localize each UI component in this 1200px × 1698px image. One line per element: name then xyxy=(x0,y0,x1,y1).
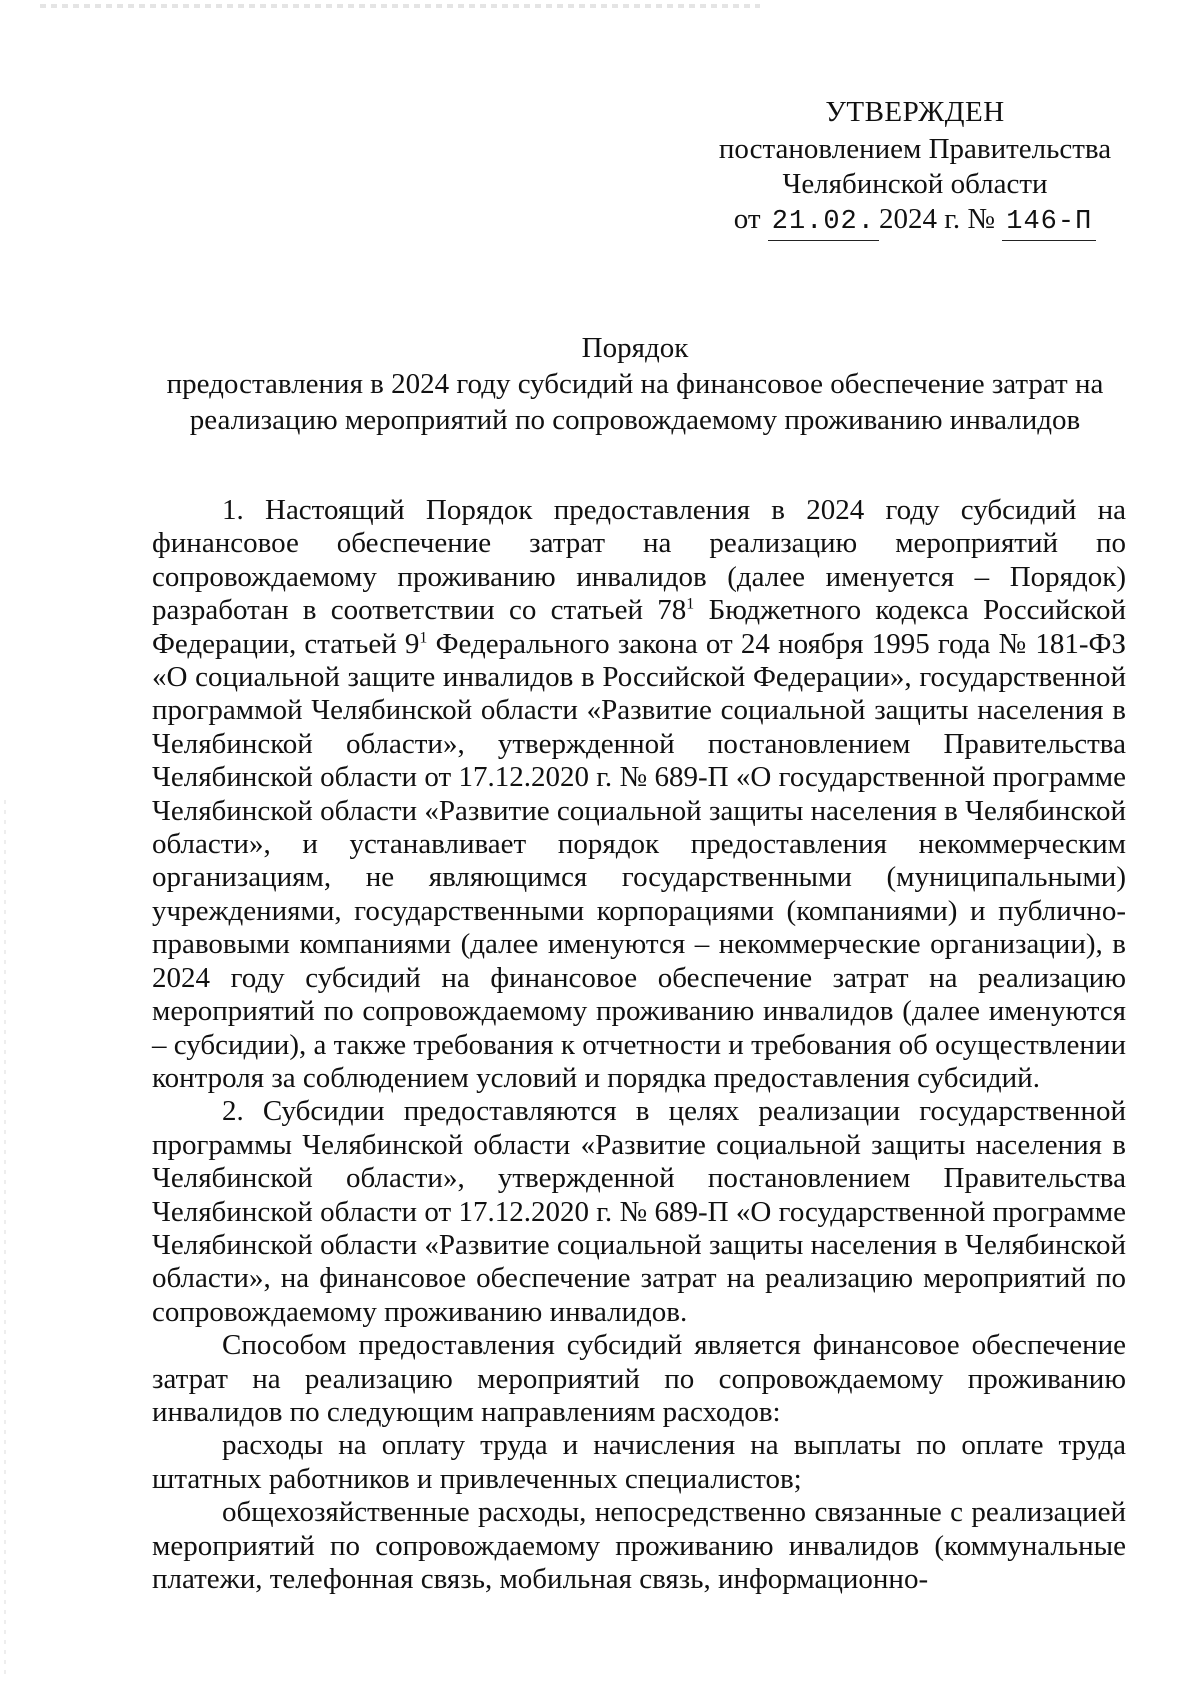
document-title xyxy=(150,330,1120,438)
approval-number-handwritten: 146-П xyxy=(1002,205,1096,241)
paragraph-1-part-a: 1. Настоящий Порядок предоставления в 2024 году субсидий на финансовое обеспечение затрат на реализацию мероприятий по сопровождаемому проживанию инвалидов (далее именуется – Порядок) разработан в соответствии со статьей 78 xyxy=(152,494,1126,627)
paragraph-5: общехозяйственные расходы, непосредственно связанные с реализацией мероприятий по сопровождаемому проживанию инвалидов (коммунальные платежи, телефонная связь, мобильная связь, информационно- xyxy=(152,1496,1126,1595)
approval-date-prefix: от xyxy=(733,203,761,235)
approval-date-handwritten: 21.02. xyxy=(768,205,879,241)
approval-line-1: постановлением Правительства xyxy=(718,133,1112,165)
paragraph-1-part-b: Бюджетного кодекса Российской Федерации, статьей 9 xyxy=(152,594,1126,660)
title-heading: Порядок xyxy=(581,332,689,364)
superscript-2: 1 xyxy=(419,628,428,646)
document-body xyxy=(152,494,1126,1596)
paragraph-1 xyxy=(152,494,1126,1095)
approval-date-line xyxy=(700,202,1130,241)
title-line-2: реализацию мероприятий по сопровождаемому проживанию инвалидов xyxy=(189,404,1081,436)
paragraph-2: 2. Субсидии предоставляются в целях реализации государственной программы Челябинской области «Развитие социальной защиты населения в Челябинской области», утвержденной постановлением Правительства Челябинской области от 17.12.2020 г. № 689-П «О государственной программе Челябинской области «Развитие социальной защиты населения в Челябинской области», на финансовое обеспечение затрат на реализацию мероприятий по сопровождаемому проживанию инвалидов. xyxy=(152,1095,1126,1328)
paragraph-1-part-c: Федерального закона от 24 ноября 1995 года № 181-ФЗ «О социальной защите инвалидов в Российской Федерации», государственной программой Челябинской области «Развитие социальной защиты населения в Челябинской области», утвержденной постановлением Правительства Челябинской области от 17.12.2020 г. № 689-П «О государственной программе Челябинской области «Развитие социальной защиты населения в Челябинской области», и устанавливает порядок предоставления некоммерческим организациям, не являющимся государственными (муниципальными) учреждениями, государственными корпорациями (компаниями) и публично-правовыми компаниями (далее именуются – некоммерческие организации), в 2024 году субсидий на финансовое обеспечение затрат на реализацию мероприятий по сопровождаемому проживанию инвалидов (далее именуются – субсидии), а также требования к отчетности и требования об осуществлении контроля за соблюдением условий и порядка предоставления субсидий. xyxy=(152,627,1126,1094)
title-line-1: предоставления в 2024 году субсидий на финансовое обеспечение затрат на xyxy=(166,368,1104,400)
paragraph-4: расходы на оплату труда и начисления на выплаты по оплате труда штатных работников и привлеченных специалистов; xyxy=(152,1429,1126,1495)
approval-line-2: Челябинской области xyxy=(782,168,1048,200)
approval-year: 2024 г. № xyxy=(878,203,996,235)
paragraph-3: Способом предоставления субсидий является финансовое обеспечение затрат на реализацию мероприятий по сопровождаемому проживанию инвалидов по следующим направлениям расходов: xyxy=(152,1329,1126,1428)
superscript-1: 1 xyxy=(686,595,695,613)
approval-stamp-block xyxy=(700,95,1130,241)
scan-edge-artifact xyxy=(4,800,6,1680)
scan-artifact xyxy=(40,4,760,8)
approval-heading: УТВЕРЖДЕН xyxy=(825,96,1005,128)
